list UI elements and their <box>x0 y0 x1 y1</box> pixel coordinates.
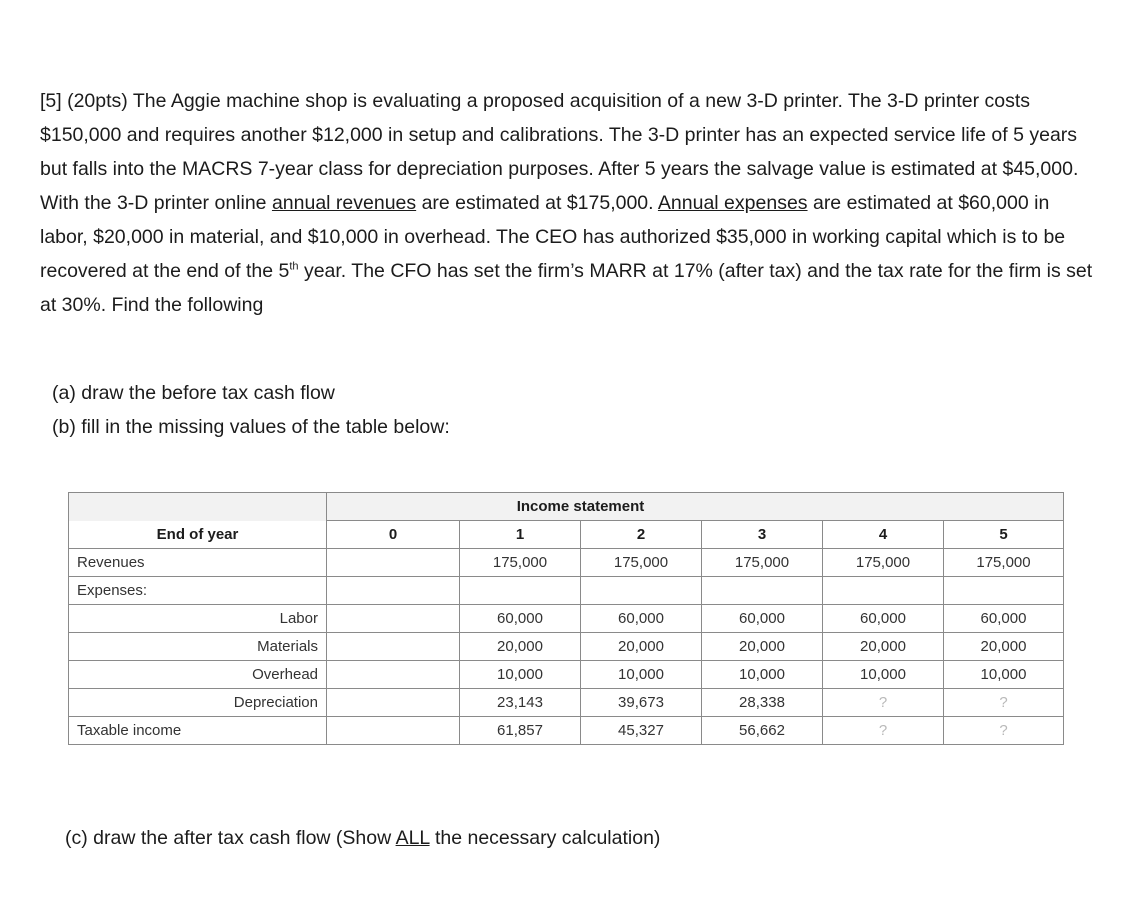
taxable-income-y3: 56,662 <box>702 717 823 745</box>
materials-label: Materials <box>69 633 327 661</box>
overhead-y5: 10,000 <box>944 661 1064 689</box>
depreciation-y4: ? <box>823 689 944 717</box>
labor-y2: 60,000 <box>581 605 702 633</box>
taxable-income-label: Taxable income <box>69 717 327 745</box>
annual-revenues-underlined: annual revenues <box>271 192 417 214</box>
taxable-income-y4: ? <box>823 717 944 745</box>
table-row <box>69 605 1064 633</box>
overhead-y4: 10,000 <box>823 661 944 689</box>
ordinal-superscript: th <box>289 260 299 273</box>
materials-y4: 20,000 <box>823 633 944 661</box>
revenues-y4: 175,000 <box>823 549 944 577</box>
expenses-label: Expenses: <box>69 577 327 605</box>
depreciation-y0 <box>327 689 460 717</box>
problem-text-4: year. The CFO has set the firm’s MARR at 17% (after tax) and the tax rate for the firm is set at 30%. Find the following <box>40 260 1093 316</box>
depreciation-y1: 23,143 <box>460 689 581 717</box>
year-2: 2 <box>581 521 702 549</box>
labor-y3: 60,000 <box>702 605 823 633</box>
revenues-y2: 175,000 <box>581 549 702 577</box>
table-row <box>69 577 1064 605</box>
end-of-year-header: End of year <box>69 521 327 549</box>
depreciation-y5: ? <box>944 689 1064 717</box>
problem-text-1: The Aggie machine shop is evaluating a proposed acquisition of a new 3-D printer. The 3-D printer costs $150,000 and requires another $12,000 in setup and calibrations. The 3-D printer has an expected service life of 5 years but falls into the MACRS 7-year class for depreciation purposes. After 5 years the salvage value is estimated at $45,000. With the 3-D printer online <box>40 90 1079 214</box>
revenues-y5: 175,000 <box>944 549 1064 577</box>
overhead-y3: 10,000 <box>702 661 823 689</box>
year-4: 4 <box>823 521 944 549</box>
materials-y1: 20,000 <box>460 633 581 661</box>
part-c-all-underlined: ALL <box>395 827 430 849</box>
problem-text-3: are estimated at $60,000 in labor, $20,000 in material, and $10,000 in overhead. The CEO has authorized $35,000 in working capital which is to be recovered at the end of the 5 <box>40 192 1066 282</box>
labor-y4: 60,000 <box>823 605 944 633</box>
table-row <box>69 689 1064 717</box>
part-c-text-after: the necessary calculation) <box>434 827 661 849</box>
table-row <box>69 717 1064 745</box>
depreciation-label: Depreciation <box>69 689 327 717</box>
revenues-y0 <box>327 549 460 577</box>
table-row <box>69 633 1064 661</box>
materials-y3: 20,000 <box>702 633 823 661</box>
revenues-y3: 175,000 <box>702 549 823 577</box>
problem-label: [5] (20pts) <box>40 90 128 112</box>
part-c <box>65 823 660 853</box>
table-row <box>69 549 1064 577</box>
overhead-y0 <box>327 661 460 689</box>
part-c-text-before: (c) draw the after tax cash flow (Show <box>65 827 392 849</box>
labor-y0 <box>327 605 460 633</box>
year-5: 5 <box>944 521 1064 549</box>
taxable-income-y0 <box>327 717 460 745</box>
overhead-y1: 10,000 <box>460 661 581 689</box>
taxable-income-y5: ? <box>944 717 1064 745</box>
table-header-row <box>69 521 1064 549</box>
year-0: 0 <box>327 521 460 549</box>
table-title: Income statement <box>460 493 702 521</box>
problem-statement <box>40 84 1100 322</box>
taxable-income-y2: 45,327 <box>581 717 702 745</box>
year-3: 3 <box>702 521 823 549</box>
taxable-income-y1: 61,857 <box>460 717 581 745</box>
income-statement-table <box>68 492 1064 745</box>
materials-y2: 20,000 <box>581 633 702 661</box>
materials-y5: 20,000 <box>944 633 1064 661</box>
labor-y5: 60,000 <box>944 605 1064 633</box>
overhead-label: Overhead <box>69 661 327 689</box>
part-a: (a) draw the before tax cash flow <box>52 382 335 404</box>
labor-y1: 60,000 <box>460 605 581 633</box>
labor-label: Labor <box>69 605 327 633</box>
table-row <box>69 661 1064 689</box>
depreciation-y3: 28,338 <box>702 689 823 717</box>
depreciation-y2: 39,673 <box>581 689 702 717</box>
problem-paragraph <box>40 84 1100 322</box>
revenues-y1: 175,000 <box>460 549 581 577</box>
overhead-y2: 10,000 <box>581 661 702 689</box>
year-1: 1 <box>460 521 581 549</box>
part-b: (b) fill in the missing values of the table below: <box>52 416 450 438</box>
annual-expenses-underlined: Annual expenses <box>657 192 808 214</box>
revenues-label: Revenues <box>69 549 327 577</box>
question-parts <box>52 376 450 444</box>
problem-text-2: are estimated at $175,000. <box>421 192 654 214</box>
materials-y0 <box>327 633 460 661</box>
table-title-row <box>69 493 1064 521</box>
